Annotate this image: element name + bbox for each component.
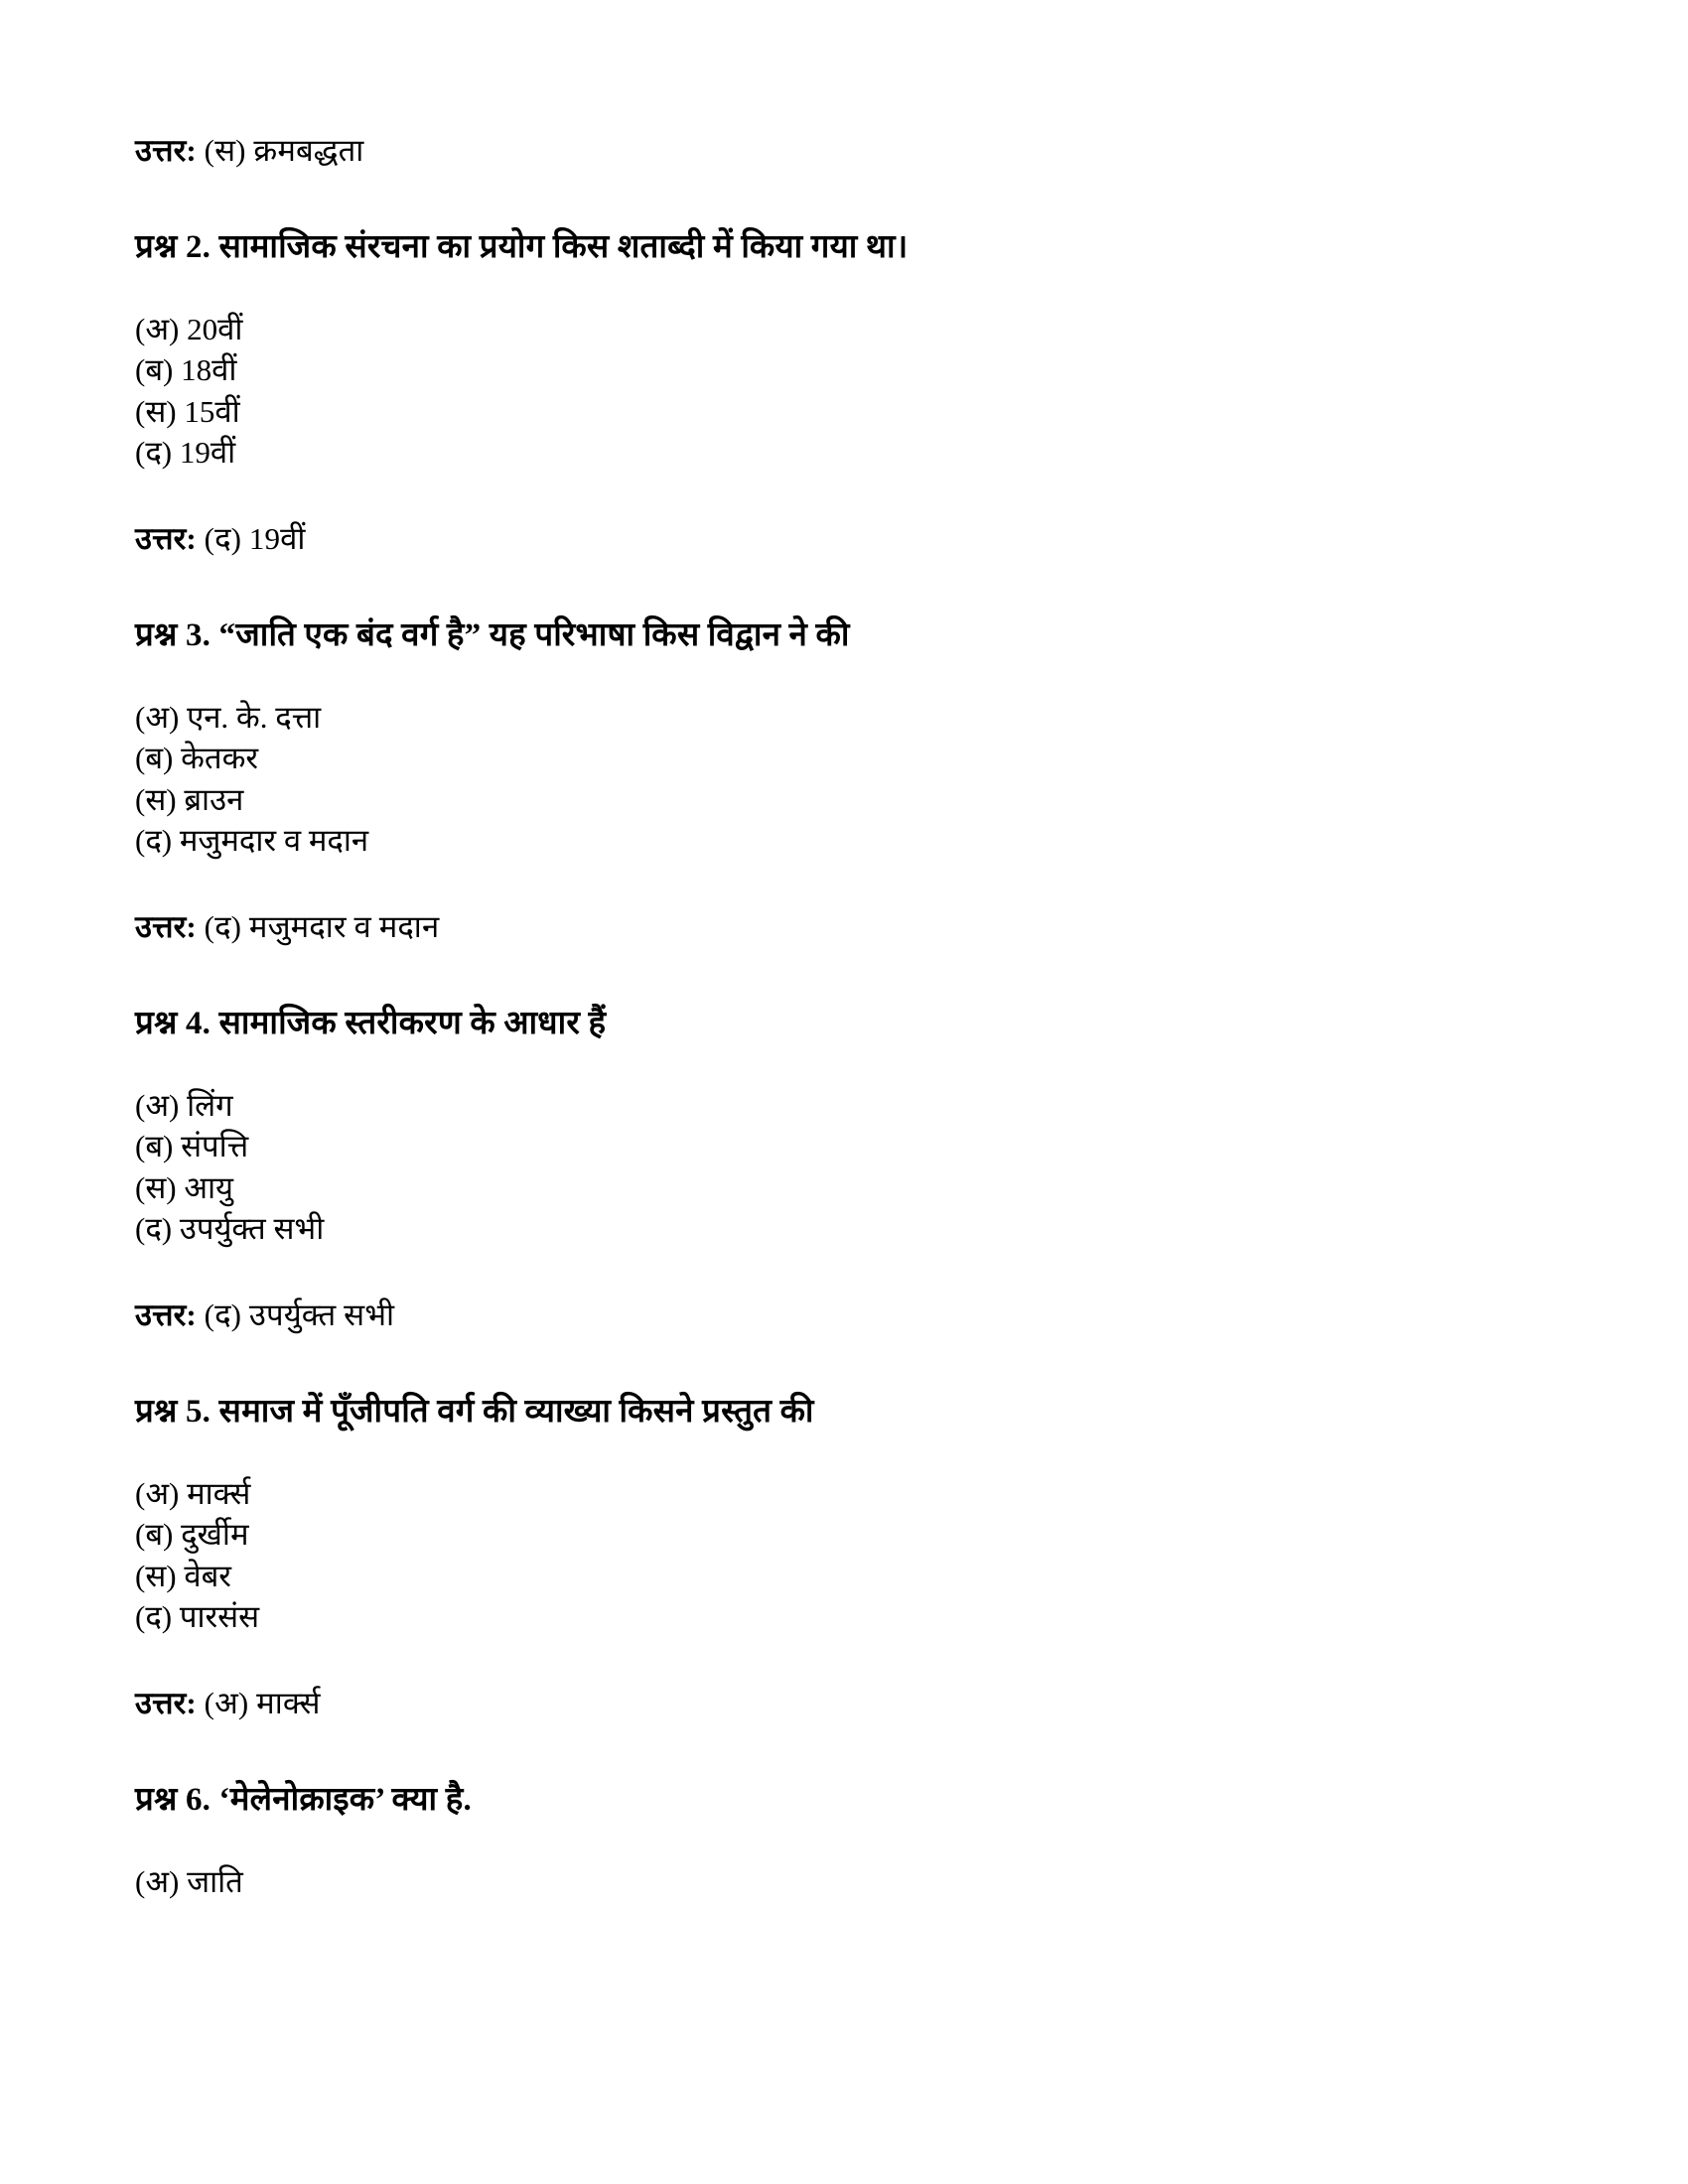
option-item: (स) 15वीं [135, 393, 240, 429]
spacer [135, 1435, 1525, 1473]
spacer [135, 1337, 1525, 1389]
option-item: (द) उपर्युक्त सभी [135, 1211, 325, 1247]
answer-text: (अ) मार्क्स [204, 1686, 321, 1720]
question-block [135, 1777, 1525, 1902]
answer-label: उत्तर: [135, 133, 197, 168]
option-item: (स) वेबर [135, 1558, 231, 1593]
answer-label: उत्तर: [135, 1297, 197, 1332]
option-item: (द) मजुमदार व मदान [135, 823, 369, 859]
spacer [135, 173, 1525, 224]
spacer [135, 1250, 1525, 1294]
question-text: प्रश्न 6. ‘मेलेनोक्राइक’ क्या है. [135, 1782, 472, 1819]
answer-text: (स) क्रमबद्धता [204, 133, 364, 168]
answer-block [135, 129, 1525, 173]
answer-line [135, 905, 1525, 949]
spacer [135, 474, 1525, 517]
option-item: (द) 19वीं [135, 435, 236, 471]
option-item: (ब) 18वीं [135, 352, 237, 388]
spacer [135, 659, 1525, 697]
document-content [135, 129, 1525, 1902]
option-list [135, 1085, 1525, 1250]
spacer [135, 1047, 1525, 1085]
question-text: प्रश्न 2. सामाजिक संरचना का प्रयोग किस शताब्दी में किया गया था। [135, 229, 909, 266]
spacer [135, 949, 1525, 1001]
option-item: (अ) लिंग [135, 1087, 233, 1123]
option-item: (स) आयु [135, 1169, 234, 1205]
answer-line [135, 129, 1525, 173]
question-text: प्रश्न 5. समाज में पूँजीपति वर्ग की व्याख्या किसने प्रस्तुत की [135, 1394, 814, 1431]
option-list [135, 697, 1525, 862]
answer-line [135, 517, 1525, 561]
option-list [135, 1861, 1525, 1903]
question-block [135, 224, 1525, 474]
answer-text: (द) मजुमदार व मदान [204, 909, 440, 944]
option-item: (द) पारसंस [135, 1599, 260, 1635]
option-item: (अ) मार्क्स [135, 1475, 251, 1511]
answer-line [135, 1294, 1525, 1337]
spacer [135, 1725, 1525, 1777]
spacer [135, 271, 1525, 309]
spacer [135, 1638, 1525, 1682]
answer-label: उत्तर: [135, 521, 197, 556]
option-item: (अ) 20वीं [135, 311, 243, 346]
question-block [135, 1001, 1525, 1250]
spacer [135, 1824, 1525, 1861]
option-list [135, 309, 1525, 474]
answer-label: उत्तर: [135, 909, 197, 944]
option-item: (स) ब्राउन [135, 781, 244, 817]
option-item: (अ) एन. के. दत्ता [135, 699, 322, 735]
option-item: (ब) संपत्ति [135, 1129, 249, 1164]
question-block [135, 1389, 1525, 1638]
question-block [135, 613, 1525, 862]
spacer [135, 561, 1525, 613]
answer-block [135, 517, 1525, 561]
answer-line [135, 1682, 1525, 1725]
answer-block [135, 1682, 1525, 1725]
answer-text: (द) 19वीं [204, 521, 306, 556]
option-list [135, 1473, 1525, 1638]
question-text: प्रश्न 4. सामाजिक स्तरीकरण के आधार हैं [135, 1006, 607, 1042]
option-item: (अ) जाति [135, 1863, 243, 1899]
answer-label: उत्तर: [135, 1686, 197, 1720]
question-text: प्रश्न 3. “जाति एक बंद वर्ग है” यह परिभाषा किस विद्वान ने की [135, 617, 850, 654]
answer-block [135, 1294, 1525, 1337]
spacer [135, 862, 1525, 905]
option-item: (ब) दुर्खीम [135, 1517, 249, 1553]
answer-text: (द) उपर्युक्त सभी [204, 1297, 395, 1332]
answer-block [135, 905, 1525, 949]
option-item: (ब) केतकर [135, 741, 259, 776]
